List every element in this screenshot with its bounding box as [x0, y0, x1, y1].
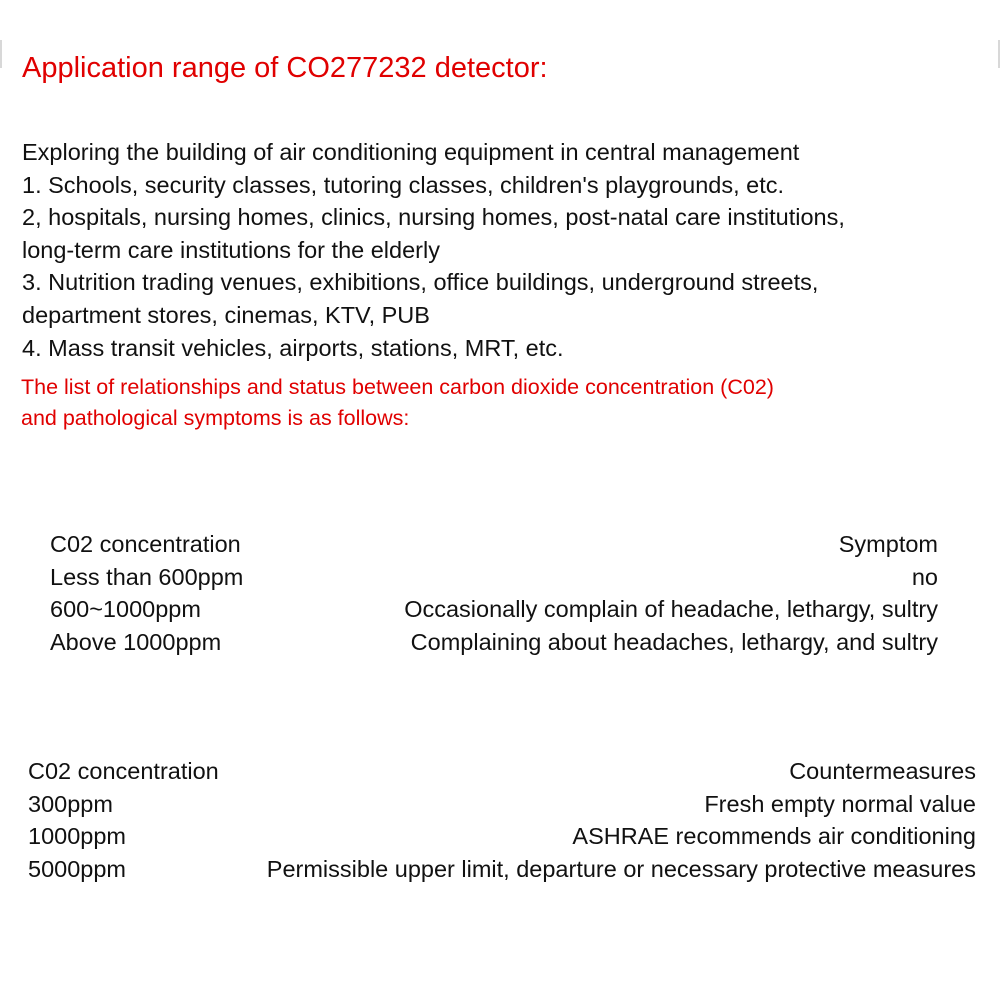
symptom-cell: no	[911, 563, 938, 590]
column-header-symptom: Symptom	[838, 531, 938, 557]
table-row	[28, 853, 976, 886]
concentration-cell: 300ppm	[28, 790, 113, 817]
table-header-row	[28, 755, 976, 788]
table-header-row	[50, 528, 938, 561]
countermeasure-table	[28, 755, 976, 885]
table-row	[50, 626, 938, 659]
column-header-countermeasures: Countermeasures	[789, 758, 976, 784]
intro-line: 1. Schools, security classes, tutoring classes, children's playgrounds, etc.	[22, 171, 785, 198]
concentration-cell: Above 1000ppm	[50, 628, 222, 655]
table-row	[50, 561, 938, 594]
relationship-heading	[21, 372, 774, 434]
intro-line: 4. Mass transit vehicles, airports, stations, MRT, etc.	[22, 334, 564, 361]
intro-line: department stores, cinemas, KTV, PUB	[22, 301, 430, 328]
symptom-cell: Complaining about headaches, lethargy, and sultry	[410, 628, 938, 655]
table-row	[28, 788, 976, 821]
left-edge-mark	[0, 40, 2, 68]
relationship-heading-line: and pathological symptoms is as follows:	[21, 406, 410, 430]
intro-line: Exploring the building of air conditioning equipment in central management	[22, 139, 800, 165]
column-header-concentration: C02 concentration	[28, 758, 219, 784]
symptom-table	[50, 528, 938, 658]
table-row	[50, 593, 938, 626]
concentration-cell: 600~1000ppm	[50, 596, 201, 623]
intro-line: long-term care institutions for the elderly	[22, 236, 440, 263]
application-range-list	[22, 136, 987, 364]
table-row	[28, 820, 976, 853]
countermeasure-cell: ASHRAE recommends air conditioning	[572, 823, 976, 850]
symptom-cell: Occasionally complain of headache, lethargy, sultry	[404, 596, 938, 623]
countermeasure-cell: Fresh empty normal value	[704, 790, 976, 817]
concentration-cell: 5000ppm	[28, 855, 126, 882]
intro-line: 2, hospitals, nursing homes, clinics, nursing homes, post-natal care institutions,	[22, 204, 845, 231]
column-header-concentration: C02 concentration	[50, 531, 241, 557]
concentration-cell: Less than 600ppm	[50, 563, 244, 590]
page-title: Application range of CO277232 detector:	[22, 52, 548, 84]
countermeasure-cell: Permissible upper limit, departure or necessary protective measures	[266, 855, 976, 882]
relationship-heading-line: The list of relationships and status between carbon dioxide concentration (C02)	[21, 375, 774, 399]
concentration-cell: 1000ppm	[28, 823, 126, 850]
intro-line: 3. Nutrition trading venues, exhibitions, office buildings, underground streets,	[22, 269, 819, 296]
